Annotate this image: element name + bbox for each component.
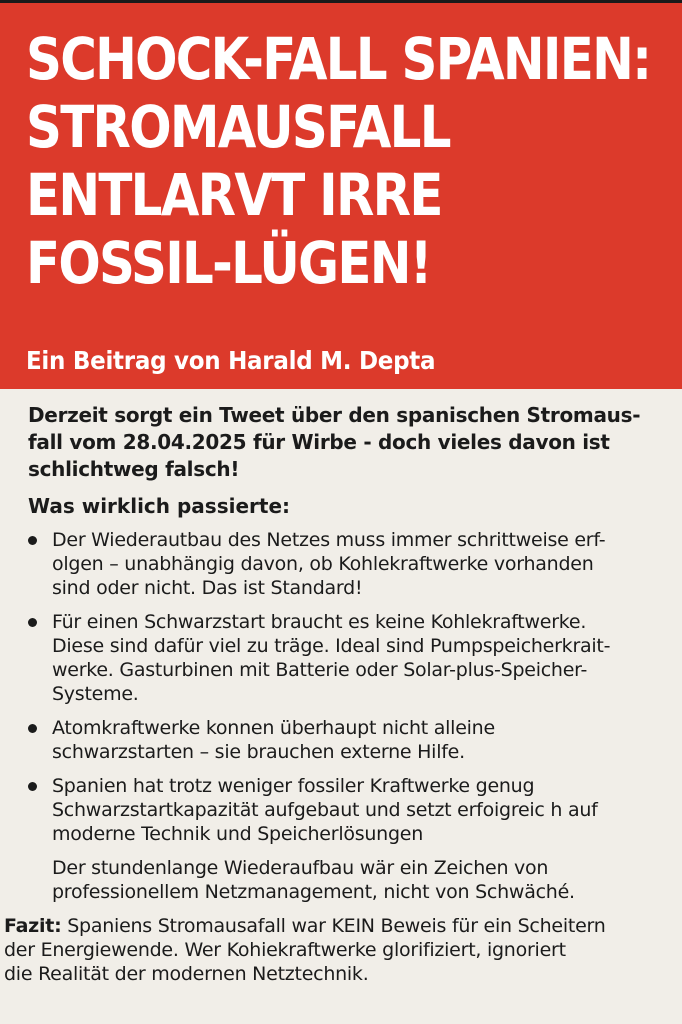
- note-line: professionellem Netzmanagement, nicht von Schwäché.: [52, 881, 575, 903]
- section-heading: Was wirklich passierte:: [28, 494, 291, 518]
- bullet-line: Systeme.: [52, 683, 139, 705]
- bullet-list: [28, 528, 668, 846]
- intro-line: schlichtweg falsch!: [28, 457, 240, 481]
- red-header-banner: [0, 3, 682, 389]
- note-line: Der stundenlange Wiederaufbau wär ein Zeichen von: [52, 857, 549, 879]
- bullet-line: moderne Technik und Speicherlösungen: [52, 823, 423, 845]
- bullet-line: sind oder nicht. Das ist Standard!: [52, 577, 363, 599]
- intro-paragraph: [28, 402, 668, 483]
- conclusion-label: Fazit:: [4, 915, 62, 937]
- conclusion-line: die Realität der modernen Netztechnik.: [4, 963, 369, 985]
- bullet-item: [28, 716, 668, 764]
- bullet-line: Diese sind dafür viel zu träge. Ideal sind Pumpspeicherkrait-: [52, 635, 611, 657]
- bullet-line: schwarzstarten – sie brauchen externe Hilfe.: [52, 741, 465, 763]
- bullet-line: Spanien hat trotz weniger fossiler Kraftwerke genug: [52, 775, 535, 797]
- intro-line: fall vom 28.04.2025 für Wirbe - doch vieles davon ist: [28, 430, 610, 454]
- headline-line: FOSSIL-LÜGEN!: [26, 229, 431, 297]
- bullet-dot-icon: [28, 618, 37, 627]
- bullet-line: Der Wiederautbau des Netzes muss immer schrittweise erf-: [52, 529, 606, 551]
- bullet-item: [28, 774, 668, 846]
- byline: Ein Beitrag von Harald M. Depta: [26, 346, 436, 375]
- bullet-dot-icon: [28, 724, 37, 733]
- bullet-line: olgen – unabhängig davon, ob Kohlekraftwerke vorhanden: [52, 553, 594, 575]
- bullet-item: [28, 610, 668, 706]
- bullet-line: Für einen Schwarzstart braucht es keine Kohlekraftwerke.: [52, 611, 587, 633]
- bullet-line: werke. Gasturbinen mit Batterie oder Solar-plus-Speicher-: [52, 659, 588, 681]
- intro-line: Derzeit sorgt ein Tweet über den spanischen Stromaus-: [28, 403, 641, 427]
- conclusion-text: Spaniens Stromausafall war KEIN Beweis für ein Scheitern: [61, 915, 606, 937]
- bullet-item: [28, 528, 668, 600]
- bullet-dot-icon: [28, 536, 37, 545]
- note-paragraph: [28, 856, 668, 904]
- conclusion-paragraph: [4, 914, 668, 986]
- conclusion-line: der Energiewende. Wer Kohiekraftwerke glorifiziert, ignoriert: [4, 939, 566, 961]
- headline: [26, 25, 651, 297]
- headline-line: ENTLARVT IRRE: [26, 161, 442, 229]
- bullet-line: Atomkraftwerke konnen überhaupt nicht alleine: [52, 717, 495, 739]
- bullet-dot-icon: [28, 782, 37, 791]
- headline-line: SCHOCK-FALL SPANIEN:: [26, 25, 651, 93]
- conclusion-line: [4, 914, 668, 938]
- article-body: [0, 389, 682, 986]
- headline-line: STROMAUSFALL: [26, 93, 450, 161]
- bullet-line: Schwarzstartkapazität aufgebaut und setzt erfoigreic h auf: [52, 799, 598, 821]
